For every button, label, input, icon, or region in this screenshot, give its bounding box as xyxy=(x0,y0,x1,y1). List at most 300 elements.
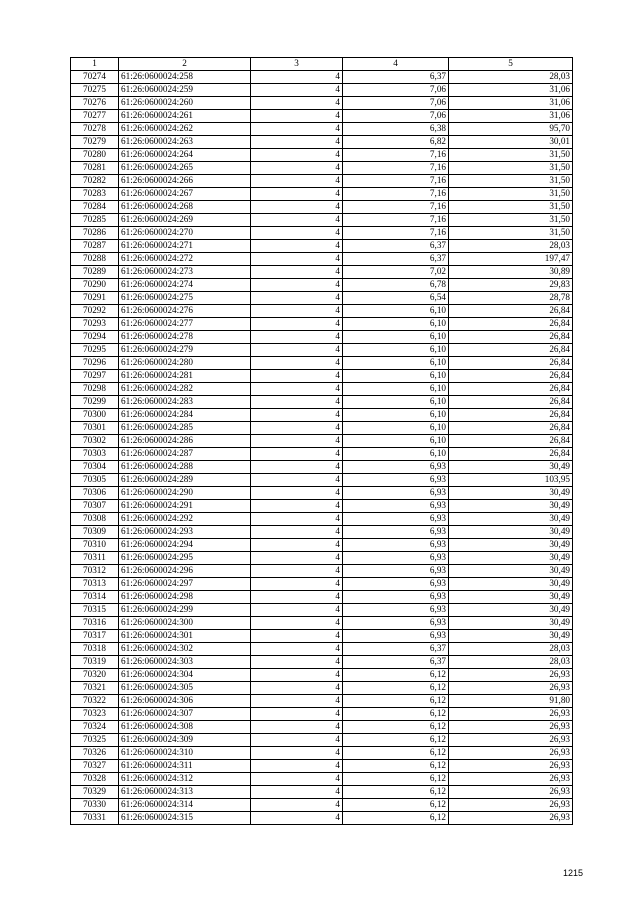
column-3-cell: 4 xyxy=(251,734,343,747)
column-5-cell: 30,49 xyxy=(449,487,573,500)
column-5-cell: 28,03 xyxy=(449,643,573,656)
column-4-cell: 6,93 xyxy=(343,617,449,630)
column-4-cell: 7,16 xyxy=(343,201,449,214)
column-5-cell: 31,06 xyxy=(449,110,573,123)
column-5-cell: 30,49 xyxy=(449,552,573,565)
column-4-cell: 6,93 xyxy=(343,591,449,604)
row-number-cell: 70304 xyxy=(71,461,119,474)
table-row xyxy=(71,253,573,266)
column-4-cell: 7,06 xyxy=(343,97,449,110)
table-row xyxy=(71,630,573,643)
cadastral-number-cell: 61:26:0600024:283 xyxy=(119,396,251,409)
table-row xyxy=(71,578,573,591)
column-3-cell: 4 xyxy=(251,812,343,825)
column-4-cell: 7,16 xyxy=(343,162,449,175)
cadastral-number-cell: 61:26:0600024:308 xyxy=(119,721,251,734)
cadastral-number-cell: 61:26:0600024:296 xyxy=(119,565,251,578)
table-row xyxy=(71,656,573,669)
column-3-cell: 4 xyxy=(251,240,343,253)
table-row xyxy=(71,331,573,344)
table-row xyxy=(71,136,573,149)
row-number-cell: 70284 xyxy=(71,201,119,214)
row-number-cell: 70274 xyxy=(71,71,119,84)
cadastral-number-cell: 61:26:0600024:288 xyxy=(119,461,251,474)
cadastral-number-cell: 61:26:0600024:295 xyxy=(119,552,251,565)
row-number-cell: 70322 xyxy=(71,695,119,708)
row-number-cell: 70307 xyxy=(71,500,119,513)
column-4-cell: 7,16 xyxy=(343,227,449,240)
column-5-cell: 26,84 xyxy=(449,448,573,461)
column-4-cell: 6,93 xyxy=(343,513,449,526)
row-number-cell: 70283 xyxy=(71,188,119,201)
column-4-cell: 6,93 xyxy=(343,526,449,539)
row-number-cell: 70320 xyxy=(71,669,119,682)
cadastral-number-cell: 61:26:0600024:273 xyxy=(119,266,251,279)
row-number-cell: 70306 xyxy=(71,487,119,500)
table-row xyxy=(71,812,573,825)
column-3-cell: 4 xyxy=(251,500,343,513)
column-3-cell: 4 xyxy=(251,513,343,526)
table-row xyxy=(71,500,573,513)
column-3-cell: 4 xyxy=(251,474,343,487)
column-3-cell: 4 xyxy=(251,695,343,708)
row-number-cell: 70278 xyxy=(71,123,119,136)
row-number-cell: 70317 xyxy=(71,630,119,643)
table-row xyxy=(71,747,573,760)
row-number-cell: 70291 xyxy=(71,292,119,305)
column-5-cell: 26,93 xyxy=(449,669,573,682)
column-3-cell: 4 xyxy=(251,708,343,721)
column-5-cell: 26,84 xyxy=(449,383,573,396)
column-5-cell: 31,06 xyxy=(449,84,573,97)
table-body xyxy=(71,71,573,825)
column-5-cell: 30,49 xyxy=(449,526,573,539)
column-5-cell: 30,49 xyxy=(449,513,573,526)
row-number-cell: 70279 xyxy=(71,136,119,149)
column-4-cell: 6,10 xyxy=(343,383,449,396)
cadastral-number-cell: 61:26:0600024:269 xyxy=(119,214,251,227)
cadastral-number-cell: 61:26:0600024:306 xyxy=(119,695,251,708)
column-4-cell: 6,37 xyxy=(343,656,449,669)
column-4-cell: 7,02 xyxy=(343,266,449,279)
column-3-cell: 4 xyxy=(251,331,343,344)
column-3-cell: 4 xyxy=(251,669,343,682)
column-4-cell: 6,93 xyxy=(343,500,449,513)
column-5-cell: 28,03 xyxy=(449,71,573,84)
column-3-cell: 4 xyxy=(251,383,343,396)
row-number-cell: 70300 xyxy=(71,409,119,422)
column-3-cell: 4 xyxy=(251,305,343,318)
column-3-cell: 4 xyxy=(251,266,343,279)
table-row xyxy=(71,565,573,578)
row-number-cell: 70296 xyxy=(71,357,119,370)
column-4-cell: 6,12 xyxy=(343,786,449,799)
column-4-cell: 6,37 xyxy=(343,240,449,253)
row-number-cell: 70302 xyxy=(71,435,119,448)
cadastral-number-cell: 61:26:0600024:297 xyxy=(119,578,251,591)
column-3-cell: 4 xyxy=(251,84,343,97)
column-header-5: 5 xyxy=(449,58,573,71)
cadastral-number-cell: 61:26:0600024:262 xyxy=(119,123,251,136)
column-5-cell: 31,50 xyxy=(449,162,573,175)
cadastral-number-cell: 61:26:0600024:314 xyxy=(119,799,251,812)
data-table xyxy=(70,57,573,825)
table-row xyxy=(71,344,573,357)
row-number-cell: 70303 xyxy=(71,448,119,461)
table-row xyxy=(71,591,573,604)
cadastral-number-cell: 61:26:0600024:311 xyxy=(119,760,251,773)
column-4-cell: 6,10 xyxy=(343,448,449,461)
column-4-cell: 6,12 xyxy=(343,721,449,734)
column-4-cell: 6,93 xyxy=(343,461,449,474)
table-row xyxy=(71,266,573,279)
column-3-cell: 4 xyxy=(251,565,343,578)
cadastral-number-cell: 61:26:0600024:304 xyxy=(119,669,251,682)
row-number-cell: 70297 xyxy=(71,370,119,383)
column-4-cell: 6,38 xyxy=(343,123,449,136)
row-number-cell: 70325 xyxy=(71,734,119,747)
row-number-cell: 70310 xyxy=(71,539,119,552)
row-number-cell: 70288 xyxy=(71,253,119,266)
column-5-cell: 26,84 xyxy=(449,357,573,370)
row-number-cell: 70330 xyxy=(71,799,119,812)
column-4-cell: 6,12 xyxy=(343,695,449,708)
table-row xyxy=(71,669,573,682)
row-number-cell: 70290 xyxy=(71,279,119,292)
cadastral-number-cell: 61:26:0600024:265 xyxy=(119,162,251,175)
column-4-cell: 7,16 xyxy=(343,149,449,162)
column-4-cell: 6,82 xyxy=(343,136,449,149)
column-3-cell: 4 xyxy=(251,253,343,266)
column-3-cell: 4 xyxy=(251,656,343,669)
cadastral-number-cell: 61:26:0600024:298 xyxy=(119,591,251,604)
column-5-cell: 31,50 xyxy=(449,149,573,162)
column-4-cell: 6,93 xyxy=(343,539,449,552)
row-number-cell: 70301 xyxy=(71,422,119,435)
column-5-cell: 26,93 xyxy=(449,708,573,721)
row-number-cell: 70329 xyxy=(71,786,119,799)
cadastral-number-cell: 61:26:0600024:303 xyxy=(119,656,251,669)
row-number-cell: 70299 xyxy=(71,396,119,409)
cadastral-number-cell: 61:26:0600024:261 xyxy=(119,110,251,123)
column-5-cell: 26,93 xyxy=(449,786,573,799)
row-number-cell: 70314 xyxy=(71,591,119,604)
cadastral-number-cell: 61:26:0600024:301 xyxy=(119,630,251,643)
table-row xyxy=(71,695,573,708)
cadastral-number-cell: 61:26:0600024:271 xyxy=(119,240,251,253)
column-3-cell: 4 xyxy=(251,591,343,604)
column-5-cell: 26,93 xyxy=(449,812,573,825)
cadastral-number-cell: 61:26:0600024:312 xyxy=(119,773,251,786)
column-4-cell: 6,37 xyxy=(343,71,449,84)
column-5-cell: 26,84 xyxy=(449,409,573,422)
column-5-cell: 30,89 xyxy=(449,266,573,279)
table-row xyxy=(71,487,573,500)
cadastral-number-cell: 61:26:0600024:289 xyxy=(119,474,251,487)
column-3-cell: 4 xyxy=(251,747,343,760)
table-row xyxy=(71,409,573,422)
row-number-cell: 70326 xyxy=(71,747,119,760)
column-5-cell: 30,49 xyxy=(449,591,573,604)
column-4-cell: 6,12 xyxy=(343,708,449,721)
column-4-cell: 6,12 xyxy=(343,734,449,747)
column-5-cell: 31,50 xyxy=(449,188,573,201)
cadastral-number-cell: 61:26:0600024:307 xyxy=(119,708,251,721)
table-row xyxy=(71,149,573,162)
column-4-cell: 6,10 xyxy=(343,409,449,422)
column-header-2: 2 xyxy=(119,58,251,71)
table-row xyxy=(71,357,573,370)
column-3-cell: 4 xyxy=(251,461,343,474)
column-3-cell: 4 xyxy=(251,604,343,617)
cadastral-number-cell: 61:26:0600024:275 xyxy=(119,292,251,305)
column-5-cell: 26,84 xyxy=(449,344,573,357)
row-number-cell: 70298 xyxy=(71,383,119,396)
cadastral-number-cell: 61:26:0600024:284 xyxy=(119,409,251,422)
column-3-cell: 4 xyxy=(251,396,343,409)
cadastral-number-cell: 61:26:0600024:274 xyxy=(119,279,251,292)
table-row xyxy=(71,461,573,474)
column-5-cell: 30,49 xyxy=(449,500,573,513)
table-row xyxy=(71,110,573,123)
column-3-cell: 4 xyxy=(251,409,343,422)
cadastral-number-cell: 61:26:0600024:266 xyxy=(119,175,251,188)
column-5-cell: 30,49 xyxy=(449,539,573,552)
column-4-cell: 6,93 xyxy=(343,578,449,591)
column-5-cell: 26,93 xyxy=(449,773,573,786)
column-3-cell: 4 xyxy=(251,786,343,799)
cadastral-number-cell: 61:26:0600024:263 xyxy=(119,136,251,149)
column-4-cell: 7,16 xyxy=(343,214,449,227)
column-5-cell: 26,93 xyxy=(449,682,573,695)
column-5-cell: 26,84 xyxy=(449,318,573,331)
table-row xyxy=(71,552,573,565)
cadastral-number-cell: 61:26:0600024:259 xyxy=(119,84,251,97)
row-number-cell: 70309 xyxy=(71,526,119,539)
column-5-cell: 26,93 xyxy=(449,721,573,734)
column-3-cell: 4 xyxy=(251,279,343,292)
column-4-cell: 6,37 xyxy=(343,643,449,656)
column-5-cell: 31,50 xyxy=(449,214,573,227)
row-number-cell: 70277 xyxy=(71,110,119,123)
row-number-cell: 70312 xyxy=(71,565,119,578)
row-number-cell: 70308 xyxy=(71,513,119,526)
cadastral-number-cell: 61:26:0600024:278 xyxy=(119,331,251,344)
table-row xyxy=(71,604,573,617)
row-number-cell: 70276 xyxy=(71,97,119,110)
column-5-cell: 30,49 xyxy=(449,617,573,630)
cadastral-number-cell: 61:26:0600024:292 xyxy=(119,513,251,526)
cadastral-number-cell: 61:26:0600024:281 xyxy=(119,370,251,383)
column-3-cell: 4 xyxy=(251,422,343,435)
table-row xyxy=(71,643,573,656)
row-number-cell: 70305 xyxy=(71,474,119,487)
table-row xyxy=(71,97,573,110)
table-row xyxy=(71,721,573,734)
column-5-cell: 30,49 xyxy=(449,578,573,591)
column-4-cell: 7,16 xyxy=(343,175,449,188)
column-5-cell: 103,95 xyxy=(449,474,573,487)
column-5-cell: 30,49 xyxy=(449,461,573,474)
column-3-cell: 4 xyxy=(251,71,343,84)
column-5-cell: 30,49 xyxy=(449,565,573,578)
column-5-cell: 26,84 xyxy=(449,370,573,383)
column-5-cell: 29,83 xyxy=(449,279,573,292)
cadastral-number-cell: 61:26:0600024:264 xyxy=(119,149,251,162)
column-4-cell: 6,93 xyxy=(343,565,449,578)
row-number-cell: 70285 xyxy=(71,214,119,227)
column-4-cell: 6,10 xyxy=(343,435,449,448)
column-header-4: 4 xyxy=(343,58,449,71)
column-5-cell: 26,84 xyxy=(449,435,573,448)
column-5-cell: 31,06 xyxy=(449,97,573,110)
column-5-cell: 30,01 xyxy=(449,136,573,149)
column-3-cell: 4 xyxy=(251,487,343,500)
column-3-cell: 4 xyxy=(251,617,343,630)
column-5-cell: 26,93 xyxy=(449,760,573,773)
cadastral-number-cell: 61:26:0600024:309 xyxy=(119,734,251,747)
column-3-cell: 4 xyxy=(251,162,343,175)
table-row xyxy=(71,448,573,461)
column-3-cell: 4 xyxy=(251,318,343,331)
table-row xyxy=(71,240,573,253)
column-3-cell: 4 xyxy=(251,188,343,201)
row-number-cell: 70311 xyxy=(71,552,119,565)
column-3-cell: 4 xyxy=(251,214,343,227)
column-4-cell: 6,12 xyxy=(343,747,449,760)
column-4-cell: 6,78 xyxy=(343,279,449,292)
column-4-cell: 6,10 xyxy=(343,357,449,370)
table-row xyxy=(71,786,573,799)
page-number: 1215 xyxy=(562,868,583,878)
column-4-cell: 6,12 xyxy=(343,682,449,695)
column-4-cell: 6,10 xyxy=(343,318,449,331)
column-4-cell: 6,54 xyxy=(343,292,449,305)
table-row xyxy=(71,383,573,396)
cadastral-number-cell: 61:26:0600024:290 xyxy=(119,487,251,500)
column-5-cell: 30,49 xyxy=(449,604,573,617)
row-number-cell: 70287 xyxy=(71,240,119,253)
cadastral-number-cell: 61:26:0600024:286 xyxy=(119,435,251,448)
table-row xyxy=(71,305,573,318)
table-row xyxy=(71,318,573,331)
column-header-3: 3 xyxy=(251,58,343,71)
table-row xyxy=(71,123,573,136)
table-row xyxy=(71,513,573,526)
column-4-cell: 6,12 xyxy=(343,760,449,773)
cadastral-number-cell: 61:26:0600024:293 xyxy=(119,526,251,539)
cadastral-number-cell: 61:26:0600024:280 xyxy=(119,357,251,370)
cadastral-number-cell: 61:26:0600024:299 xyxy=(119,604,251,617)
header-row xyxy=(71,58,573,71)
column-3-cell: 4 xyxy=(251,760,343,773)
cadastral-number-cell: 61:26:0600024:315 xyxy=(119,812,251,825)
column-4-cell: 7,06 xyxy=(343,110,449,123)
column-4-cell: 6,10 xyxy=(343,344,449,357)
column-5-cell: 28,78 xyxy=(449,292,573,305)
column-3-cell: 4 xyxy=(251,578,343,591)
column-5-cell: 26,84 xyxy=(449,331,573,344)
column-5-cell: 26,93 xyxy=(449,747,573,760)
table-row xyxy=(71,188,573,201)
table-row xyxy=(71,227,573,240)
table-row xyxy=(71,773,573,786)
cadastral-number-cell: 61:26:0600024:313 xyxy=(119,786,251,799)
column-3-cell: 4 xyxy=(251,344,343,357)
column-3-cell: 4 xyxy=(251,539,343,552)
cadastral-number-cell: 61:26:0600024:282 xyxy=(119,383,251,396)
column-3-cell: 4 xyxy=(251,448,343,461)
column-4-cell: 7,06 xyxy=(343,84,449,97)
column-3-cell: 4 xyxy=(251,682,343,695)
column-3-cell: 4 xyxy=(251,136,343,149)
column-5-cell: 30,49 xyxy=(449,630,573,643)
cadastral-number-cell: 61:26:0600024:300 xyxy=(119,617,251,630)
table-row xyxy=(71,539,573,552)
row-number-cell: 70286 xyxy=(71,227,119,240)
column-4-cell: 6,93 xyxy=(343,552,449,565)
cadastral-number-cell: 61:26:0600024:272 xyxy=(119,253,251,266)
column-5-cell: 28,03 xyxy=(449,240,573,253)
row-number-cell: 70294 xyxy=(71,331,119,344)
cadastral-number-cell: 61:26:0600024:276 xyxy=(119,305,251,318)
row-number-cell: 70289 xyxy=(71,266,119,279)
column-4-cell: 6,12 xyxy=(343,812,449,825)
row-number-cell: 70282 xyxy=(71,175,119,188)
column-4-cell: 6,37 xyxy=(343,253,449,266)
column-3-cell: 4 xyxy=(251,773,343,786)
row-number-cell: 70324 xyxy=(71,721,119,734)
column-3-cell: 4 xyxy=(251,175,343,188)
row-number-cell: 70327 xyxy=(71,760,119,773)
column-4-cell: 6,10 xyxy=(343,370,449,383)
column-5-cell: 31,50 xyxy=(449,201,573,214)
cadastral-number-cell: 61:26:0600024:302 xyxy=(119,643,251,656)
cadastral-number-cell: 61:26:0600024:258 xyxy=(119,71,251,84)
column-4-cell: 6,10 xyxy=(343,331,449,344)
column-3-cell: 4 xyxy=(251,643,343,656)
column-3-cell: 4 xyxy=(251,201,343,214)
column-3-cell: 4 xyxy=(251,227,343,240)
column-3-cell: 4 xyxy=(251,123,343,136)
column-4-cell: 6,93 xyxy=(343,474,449,487)
row-number-cell: 70295 xyxy=(71,344,119,357)
row-number-cell: 70323 xyxy=(71,708,119,721)
column-3-cell: 4 xyxy=(251,630,343,643)
column-3-cell: 4 xyxy=(251,370,343,383)
column-5-cell: 91,80 xyxy=(449,695,573,708)
table-row xyxy=(71,422,573,435)
cadastral-number-cell: 61:26:0600024:285 xyxy=(119,422,251,435)
cadastral-number-cell: 61:26:0600024:268 xyxy=(119,201,251,214)
table-row xyxy=(71,760,573,773)
column-3-cell: 4 xyxy=(251,799,343,812)
table-row xyxy=(71,526,573,539)
table-row xyxy=(71,214,573,227)
column-3-cell: 4 xyxy=(251,110,343,123)
table-row xyxy=(71,71,573,84)
cadastral-number-cell: 61:26:0600024:277 xyxy=(119,318,251,331)
row-number-cell: 70313 xyxy=(71,578,119,591)
table-row xyxy=(71,734,573,747)
table-row xyxy=(71,435,573,448)
column-3-cell: 4 xyxy=(251,97,343,110)
table-row xyxy=(71,162,573,175)
table-row xyxy=(71,279,573,292)
table-row xyxy=(71,201,573,214)
column-3-cell: 4 xyxy=(251,149,343,162)
column-header-1: 1 xyxy=(71,58,119,71)
